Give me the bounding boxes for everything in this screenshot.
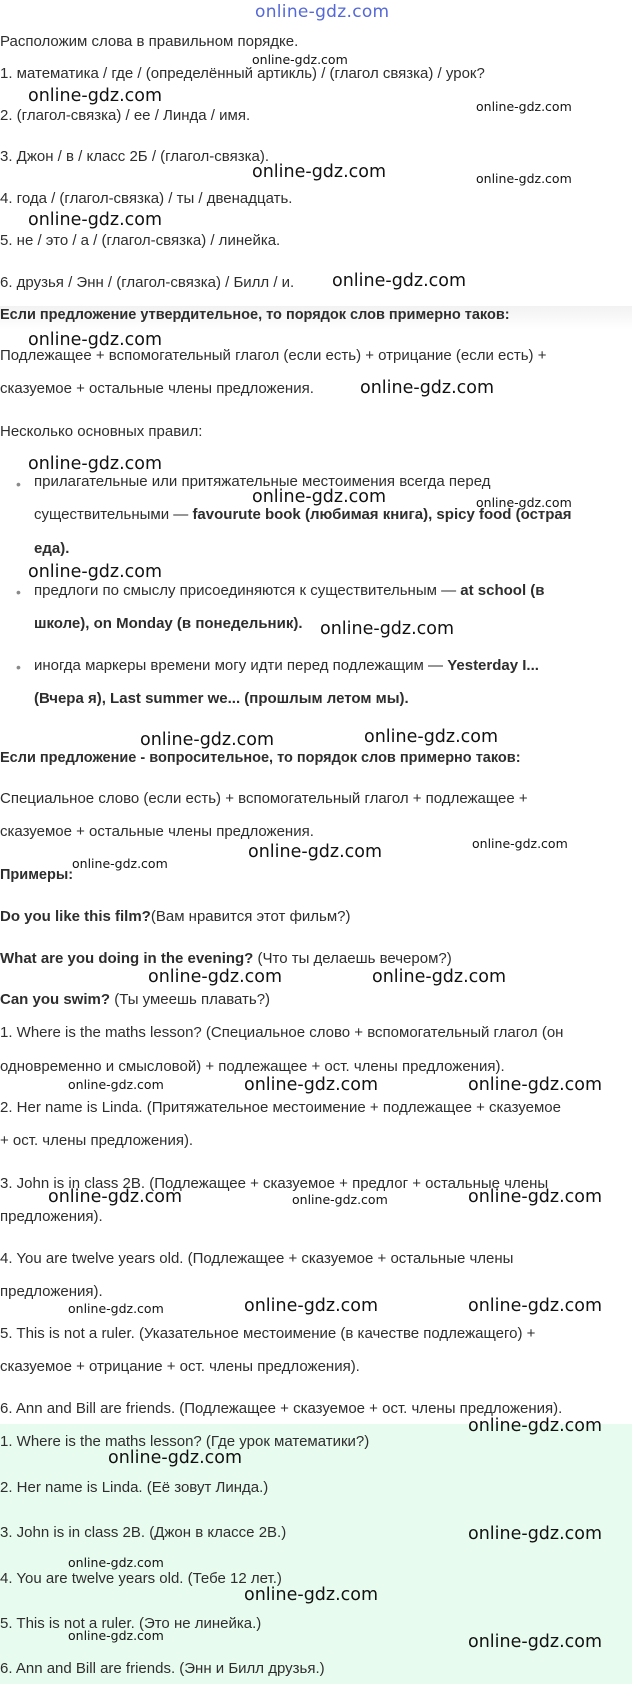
watermark: online-gdz.com: [468, 1296, 603, 1316]
watermark: online-gdz.com: [244, 1296, 379, 1316]
analysis-line: 5. This is not a ruler. (Указательное местоимение (в качестве подлежащего) +: [0, 1325, 536, 1342]
watermark: online-gdz.com: [68, 1301, 164, 1316]
analysis-line: + ост. члены предложения).: [0, 1132, 194, 1149]
watermark: online-gdz.com: [244, 1075, 379, 1095]
analysis-line: 4. You are twelve years old. (Подлежащее + сказуемое + остальные члены: [0, 1250, 514, 1267]
watermark: online-gdz.com: [332, 271, 467, 291]
task-item-4: 4. года / (глагол-связка) / ты / двенадцать.: [0, 190, 293, 207]
task-item-3: 3. Джон / в / класс 2Б / (глагол-связка).: [0, 148, 269, 165]
watermark: online-gdz.com: [476, 171, 572, 186]
watermark: online-gdz.com: [28, 454, 163, 474]
watermark: online-gdz.com: [68, 1077, 164, 1092]
watermark: online-gdz.com: [140, 730, 275, 750]
answer-line: 2. Her name is Linda. (Её зовут Линда.): [0, 1479, 269, 1496]
rule-1-line-3: еда).: [34, 540, 70, 557]
watermark: online-gdz.com: [248, 842, 383, 862]
watermark: online-gdz.com: [252, 52, 348, 67]
analysis-line: 3. John is in class 2B. (Подлежащее + сказуемое + предлог + остальные члены: [0, 1175, 549, 1192]
watermark: online-gdz.com: [372, 967, 507, 987]
analysis-line: предложения).: [0, 1283, 103, 1300]
watermark: online-gdz.com: [468, 1632, 603, 1652]
question-line-1: Специальное слово (если есть) + вспомогательный глагол + подлежащее +: [0, 790, 528, 807]
watermark: online-gdz.com: [244, 1585, 379, 1605]
watermark: online-gdz.com: [292, 1192, 388, 1207]
rule-3-line-2: (Вчера я), Last summer we... (прошлым летом мы).: [34, 690, 409, 707]
examples-heading: Примеры:: [0, 867, 74, 883]
task-item-1: 1. математика / где / (определённый артикль) / (глагол связка) / урок?: [0, 65, 485, 82]
affirmative-line-1: Подлежащее + вспомогательный глагол (если есть) + отрицание (если есть) +: [0, 347, 547, 364]
rules-heading: Несколько основных правил:: [0, 423, 203, 440]
answer-line: 6. Ann and Bill are friends. (Энн и Билл друзья.): [0, 1660, 325, 1677]
watermark: online-gdz.com: [472, 836, 568, 851]
watermark: online-gdz.com: [28, 330, 163, 350]
rule-2-line-1: предлоги по смыслу присоединяются к существительным — at school (в: [34, 582, 545, 599]
watermark: online-gdz.com: [28, 562, 163, 582]
watermark: online-gdz.com: [28, 86, 163, 106]
watermark: online-gdz.com: [68, 1555, 164, 1570]
watermark: online-gdz.com: [148, 967, 283, 987]
analysis-line: 1. Where is the maths lesson? (Специальное слово + вспомогательный глагол (он: [0, 1024, 564, 1041]
analysis-line: предложения).: [0, 1208, 103, 1225]
watermark: online-gdz.com: [68, 1628, 164, 1643]
watermark: online-gdz.com: [320, 619, 455, 639]
rule-2-line-2: школе), on Monday (в понедельник).: [34, 615, 303, 632]
watermark: online-gdz.com: [252, 487, 387, 507]
question-heading: Если предложение - вопросительное, то порядок слов примерно таков:: [0, 750, 521, 766]
task-item-2: 2. (глагол-связка) / ее / Линда / имя.: [0, 107, 251, 124]
watermark: online-gdz.com: [468, 1075, 603, 1095]
task-item-6: 6. друзья / Энн / (глагол-связка) / Билл / и.: [0, 274, 295, 291]
example-2: What are you doing in the evening? (Что ты делаешь вечером?): [0, 950, 452, 967]
watermark: online-gdz.com: [364, 727, 499, 747]
affirmative-heading: Если предложение утвердительное, то порядок слов примерно таков:: [0, 307, 510, 323]
task-item-5: 5. не / это / а / (глагол-связка) / линейка.: [0, 232, 281, 249]
watermark: online-gdz.com: [108, 1448, 243, 1468]
answer-line: 4. You are twelve years old. (Тебе 12 лет.): [0, 1570, 282, 1587]
watermark: online-gdz.com: [476, 495, 572, 510]
watermark: online-gdz.com: [28, 210, 163, 230]
watermark: online-gdz.com: [468, 1416, 603, 1436]
question-line-2: сказуемое + остальные члены предложения.: [0, 823, 314, 840]
example-3: Can you swim? (Ты умеешь плавать?): [0, 991, 271, 1008]
bullet-icon: •: [16, 476, 21, 492]
watermark: online-gdz.com: [252, 162, 387, 182]
analysis-line: 6. Ann and Bill are friends. (Подлежащее + сказуемое + ост. члены предложения).: [0, 1400, 563, 1417]
analysis-line: 2. Her name is Linda. (Притяжательное местоимение + подлежащее + сказуемое: [0, 1099, 561, 1116]
affirmative-line-2: сказуемое + остальные члены предложения.: [0, 380, 314, 397]
bullet-icon: •: [16, 659, 21, 675]
analysis-line: сказуемое + отрицание + ост. члены предложения).: [0, 1358, 360, 1375]
answer-line: 5. This is not a ruler. (Это не линейка.): [0, 1615, 262, 1632]
site-title[interactable]: online-gdz.com: [255, 2, 390, 22]
example-1: Do you like this film?(Вам нравится этот фильм?): [0, 908, 351, 925]
analysis-line: одновременно и смысловой) + подлежащее + ост. члены предложения).: [0, 1058, 505, 1075]
watermark: online-gdz.com: [468, 1187, 603, 1207]
watermark: online-gdz.com: [468, 1524, 603, 1544]
watermark: online-gdz.com: [72, 856, 168, 871]
watermark: online-gdz.com: [476, 99, 572, 114]
watermark: online-gdz.com: [360, 378, 495, 398]
bullet-icon: •: [16, 584, 21, 600]
rule-1-line-2: существительными — favourute book (любимая книга), spicy food (острая: [34, 506, 572, 523]
watermark: online-gdz.com: [48, 1187, 183, 1207]
answer-line: 3. John is in class 2B. (Джон в классе 2B.): [0, 1524, 287, 1541]
answer-line: 1. Where is the maths lesson? (Где урок математики?): [0, 1433, 370, 1450]
rule-3-line-1: иногда маркеры времени могу идти перед подлежащим — Yesterday I...: [34, 657, 539, 674]
rule-1-line-1: прилагательные или притяжательные местоимения всегда перед: [34, 473, 491, 490]
task-intro: Расположим слова в правильном порядке.: [0, 33, 299, 50]
